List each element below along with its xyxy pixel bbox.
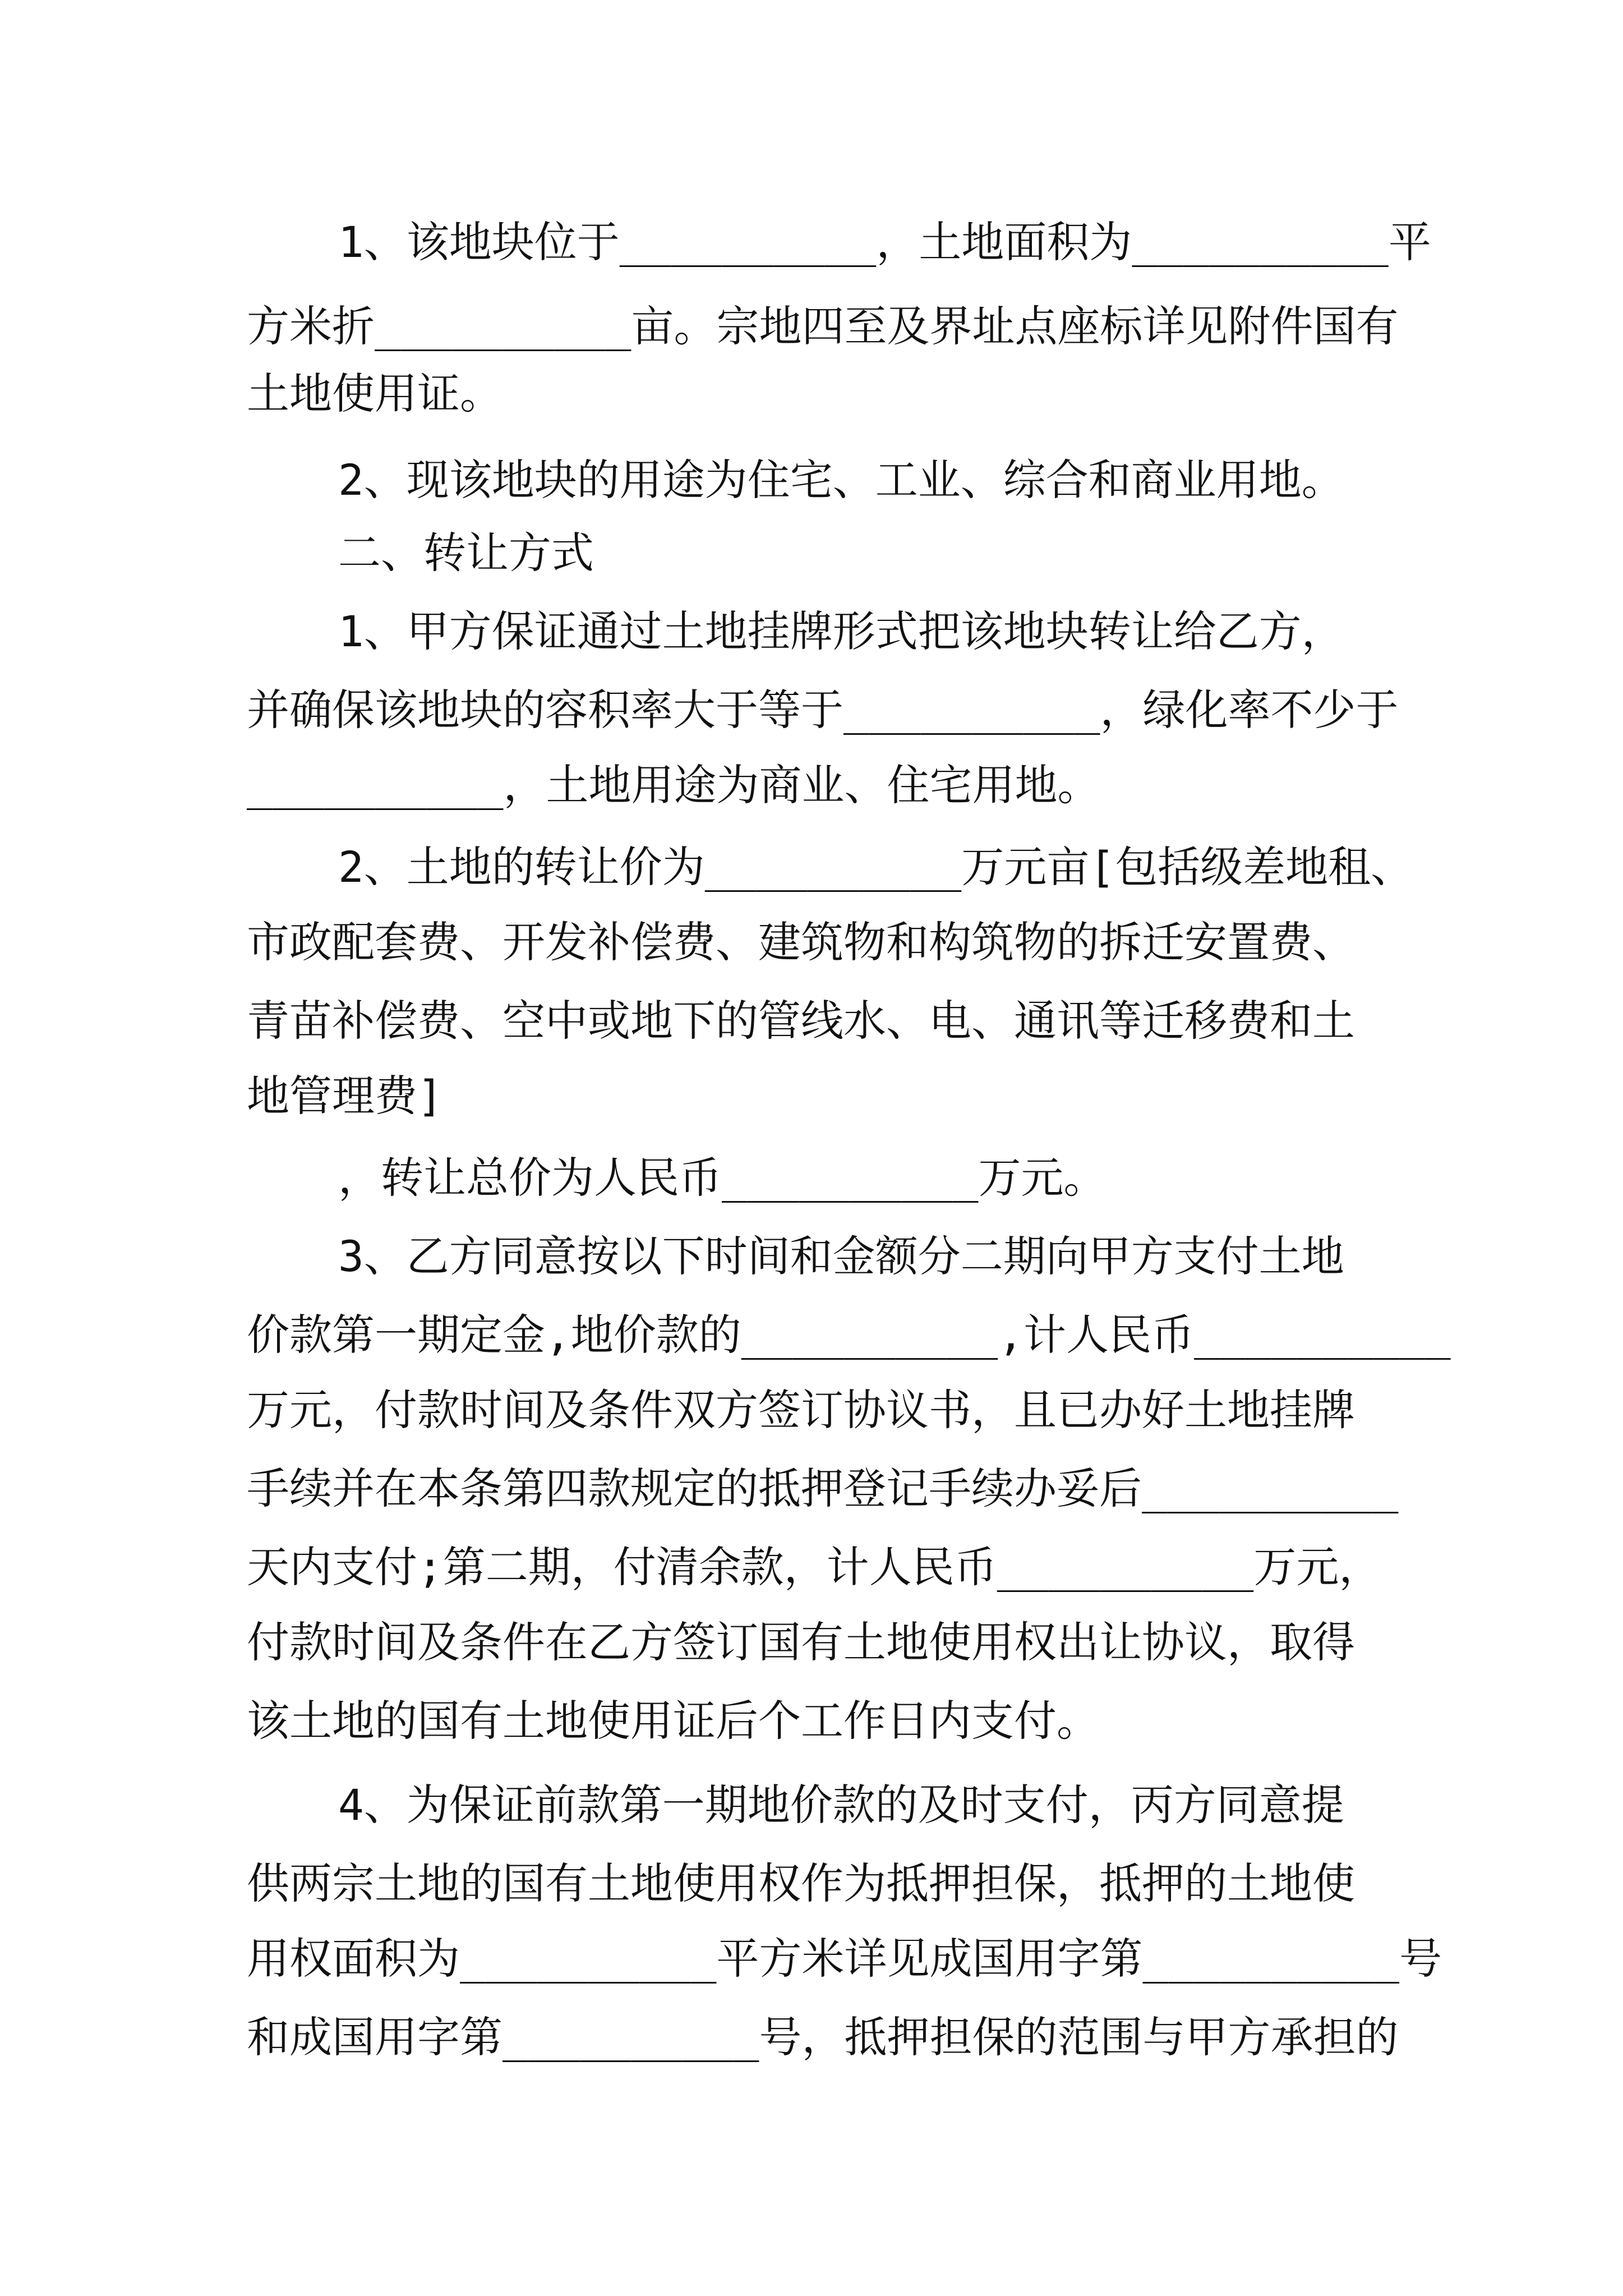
text-line: 并确保该地块的容积率大于等于__________，绿化率不少于 <box>247 685 1399 735</box>
text-line: 青苗补偿费、空中或地下的管线水、电、通讯等迁移费和土 <box>247 996 1355 1046</box>
text-line: 2、土地的转让价为__________万元亩[包括级差地租、 <box>338 842 1414 892</box>
text-line: 天内支付;第二期，付清余款，计人民币__________万元， <box>247 1542 1382 1592</box>
text-line: __________，土地用途为商业、住宅用地。 <box>247 760 1100 810</box>
text-line: 付款时间及条件在乙方签订国有土地使用权出让协议，取得 <box>247 1617 1355 1667</box>
text-line: ，转让总价为人民币__________万元。 <box>338 1153 1106 1203</box>
text-line: 价款第一期定金,地价款的__________,计人民币__________ <box>247 1310 1451 1360</box>
text-line: 1、甲方保证通过土地挂牌形式把该地块转让给乙方， <box>338 606 1344 656</box>
text-line: 和成国用字第__________号，抵押担保的范围与甲方承担的 <box>247 2012 1399 2062</box>
section-heading: 二、转让方式 <box>338 528 594 578</box>
text-line: 土地使用证。 <box>247 369 502 418</box>
text-line: 该土地的国有土地使用证后个工作日内支付。 <box>247 1696 1099 1746</box>
text-line: 方米折__________亩。宗地四至及界址点座标详见附件国有 <box>247 301 1399 351</box>
text-line: 万元，付款时间及条件双方签订协议书，且已办好土地挂牌 <box>247 1385 1355 1435</box>
text-line: 地管理费] <box>247 1071 443 1121</box>
text-line: 2、现该地块的用途为住宅、工业、综合和商业用地。 <box>338 455 1344 505</box>
text-line: 供两宗土地的国有土地使用权作为抵押担保，抵押的土地使 <box>247 1858 1355 1908</box>
text-line: 4、为保证前款第一期地价款的及时支付，丙方同意提 <box>338 1780 1344 1830</box>
text-line: 手续并在本条第四款规定的抵押登记手续办妥后__________ <box>247 1464 1399 1513</box>
text-line: 用权面积为__________平方米详见成国用字第__________号 <box>247 1934 1442 1984</box>
text-line: 市政配套费、开发补偿费、建筑物和构筑物的拆迁安置费、 <box>247 917 1355 967</box>
text-line: 3、乙方同意按以下时间和金额分二期向甲方支付土地 <box>338 1231 1344 1281</box>
text-line: 1、该地块位于__________，土地面积为__________平 <box>338 217 1431 267</box>
